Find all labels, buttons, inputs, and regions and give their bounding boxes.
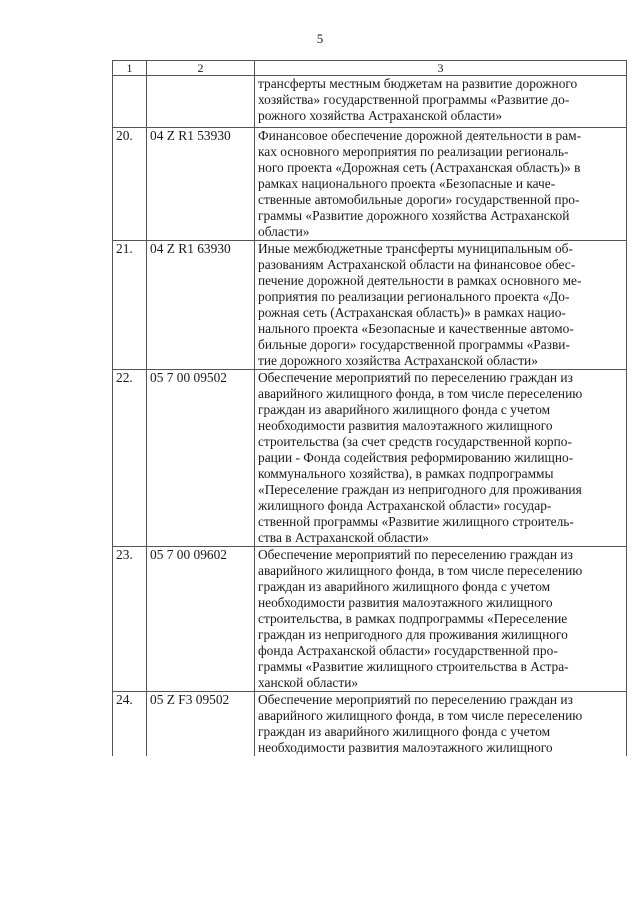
- row-description: [255, 128, 627, 241]
- table-row-continuation: [113, 76, 627, 128]
- description-line: роприятия по реализации регионального проекта «До-: [258, 289, 570, 304]
- description-line: Обеспечение мероприятий по переселению граждан из: [258, 370, 573, 385]
- description-line: «Переселение граждан из непригодного для проживания: [258, 482, 582, 497]
- description-line: Финансовое обеспечение дорожной деятельности в рам-: [258, 128, 582, 143]
- description-line: ханской области»: [258, 675, 359, 690]
- description-line: граждан из аварийного жилищного фонда с учетом: [258, 724, 551, 739]
- description-line: ства в Астраханской области»: [258, 530, 429, 545]
- description-line: аварийного жилищного фонда, в том числе переселению: [258, 708, 583, 723]
- row-number: [113, 76, 147, 128]
- table-row: [113, 241, 627, 370]
- row-code: 05 Z F3 09502: [147, 692, 255, 757]
- description-line: Иные межбюджетные трансферты муниципальным об-: [258, 241, 573, 256]
- description-line: необходимости развития малоэтажного жилищного: [258, 418, 553, 433]
- budget-classification-table: [112, 60, 627, 756]
- header-col-1: 1: [113, 61, 147, 76]
- description-line: аварийного жилищного фонда, в том числе переселению: [258, 563, 583, 578]
- description-line: граммы «Развитие жилищного строительства в Астра-: [258, 659, 569, 674]
- description-line: необходимости развития малоэтажного жилищного: [258, 595, 553, 610]
- description-line: нального проекта «Безопасные и качественные автомо-: [258, 321, 574, 336]
- description-line: жилищного фонда Астраханской области» государ-: [258, 498, 552, 513]
- description-line: Обеспечение мероприятий по переселению граждан из: [258, 692, 573, 707]
- row-code: 05 7 00 09602: [147, 547, 255, 692]
- row-code: 04 Z R1 53930: [147, 128, 255, 241]
- table-row: [113, 547, 627, 692]
- table-row: [113, 370, 627, 547]
- description-line: ного проекта «Дорожная сеть (Астраханская область)» в: [258, 160, 581, 175]
- row-number: 23.: [113, 547, 147, 692]
- row-description: [255, 370, 627, 547]
- description-line: граждан из непригодного для проживания жилищного: [258, 627, 568, 642]
- description-line: граммы «Развитие дорожного хозяйства Астраханской: [258, 208, 570, 223]
- row-description: [255, 241, 627, 370]
- table-header-row: [113, 61, 627, 76]
- row-code: [147, 76, 255, 128]
- row-number: 24.: [113, 692, 147, 757]
- description-line: граждан из аварийного жилищного фонда с учетом: [258, 579, 551, 594]
- description-line: аварийного жилищного фонда, в том числе переселению: [258, 386, 583, 401]
- row-description: [255, 76, 627, 128]
- description-line: необходимости развития малоэтажного жилищного: [258, 740, 553, 755]
- description-line: рации - Фонда содействия реформированию жилищно-: [258, 450, 574, 465]
- description-line: тие дорожного хозяйства Астраханской области»: [258, 353, 538, 368]
- row-code: 04 Z R1 63930: [147, 241, 255, 370]
- description-line: ках основного мероприятия по реализации региональ-: [258, 144, 569, 159]
- description-line: трансферты местным бюджетам на развитие дорожного: [258, 76, 578, 91]
- description-line: строительства, в рамках подпрограммы «Переселение: [258, 611, 568, 626]
- row-code: 05 7 00 09502: [147, 370, 255, 547]
- description-line: ственной программы «Развитие жилищного строитель-: [258, 514, 574, 529]
- description-line: рожного хозяйства Астраханской области»: [258, 108, 503, 123]
- row-number: 20.: [113, 128, 147, 241]
- description-line: коммунального хозяйства), в рамках подпрограммы: [258, 466, 554, 481]
- row-number: 21.: [113, 241, 147, 370]
- description-line: рожная сеть (Астраханская область)» в рамках нацио-: [258, 305, 566, 320]
- description-line: рамках национального проекта «Безопасные и каче-: [258, 176, 556, 191]
- description-line: печение дорожной деятельности в рамках основного ме-: [258, 273, 582, 288]
- description-line: ственные автомобильные дороги» государственной про-: [258, 192, 580, 207]
- header-col-2: 2: [147, 61, 255, 76]
- description-line: области»: [258, 224, 310, 239]
- description-line: строительства (за счет средств государственной корпо-: [258, 434, 572, 449]
- row-number: 22.: [113, 370, 147, 547]
- header-col-3: 3: [255, 61, 627, 76]
- description-line: Обеспечение мероприятий по переселению граждан из: [258, 547, 573, 562]
- row-description: [255, 547, 627, 692]
- description-line: фонда Астраханской области» государственной про-: [258, 643, 558, 658]
- row-description: [255, 692, 627, 757]
- page-number: 5: [316, 31, 324, 46]
- description-line: бильные дороги» государственной программы «Разви-: [258, 337, 570, 352]
- description-line: граждан из аварийного жилищного фонда с учетом: [258, 402, 551, 417]
- description-line: хозяйства» государственной программы «Развитие до-: [258, 92, 570, 107]
- table-row: [113, 692, 627, 757]
- description-line: разованиям Астраханской области на финансовое обес-: [258, 257, 576, 272]
- table-row: [113, 128, 627, 241]
